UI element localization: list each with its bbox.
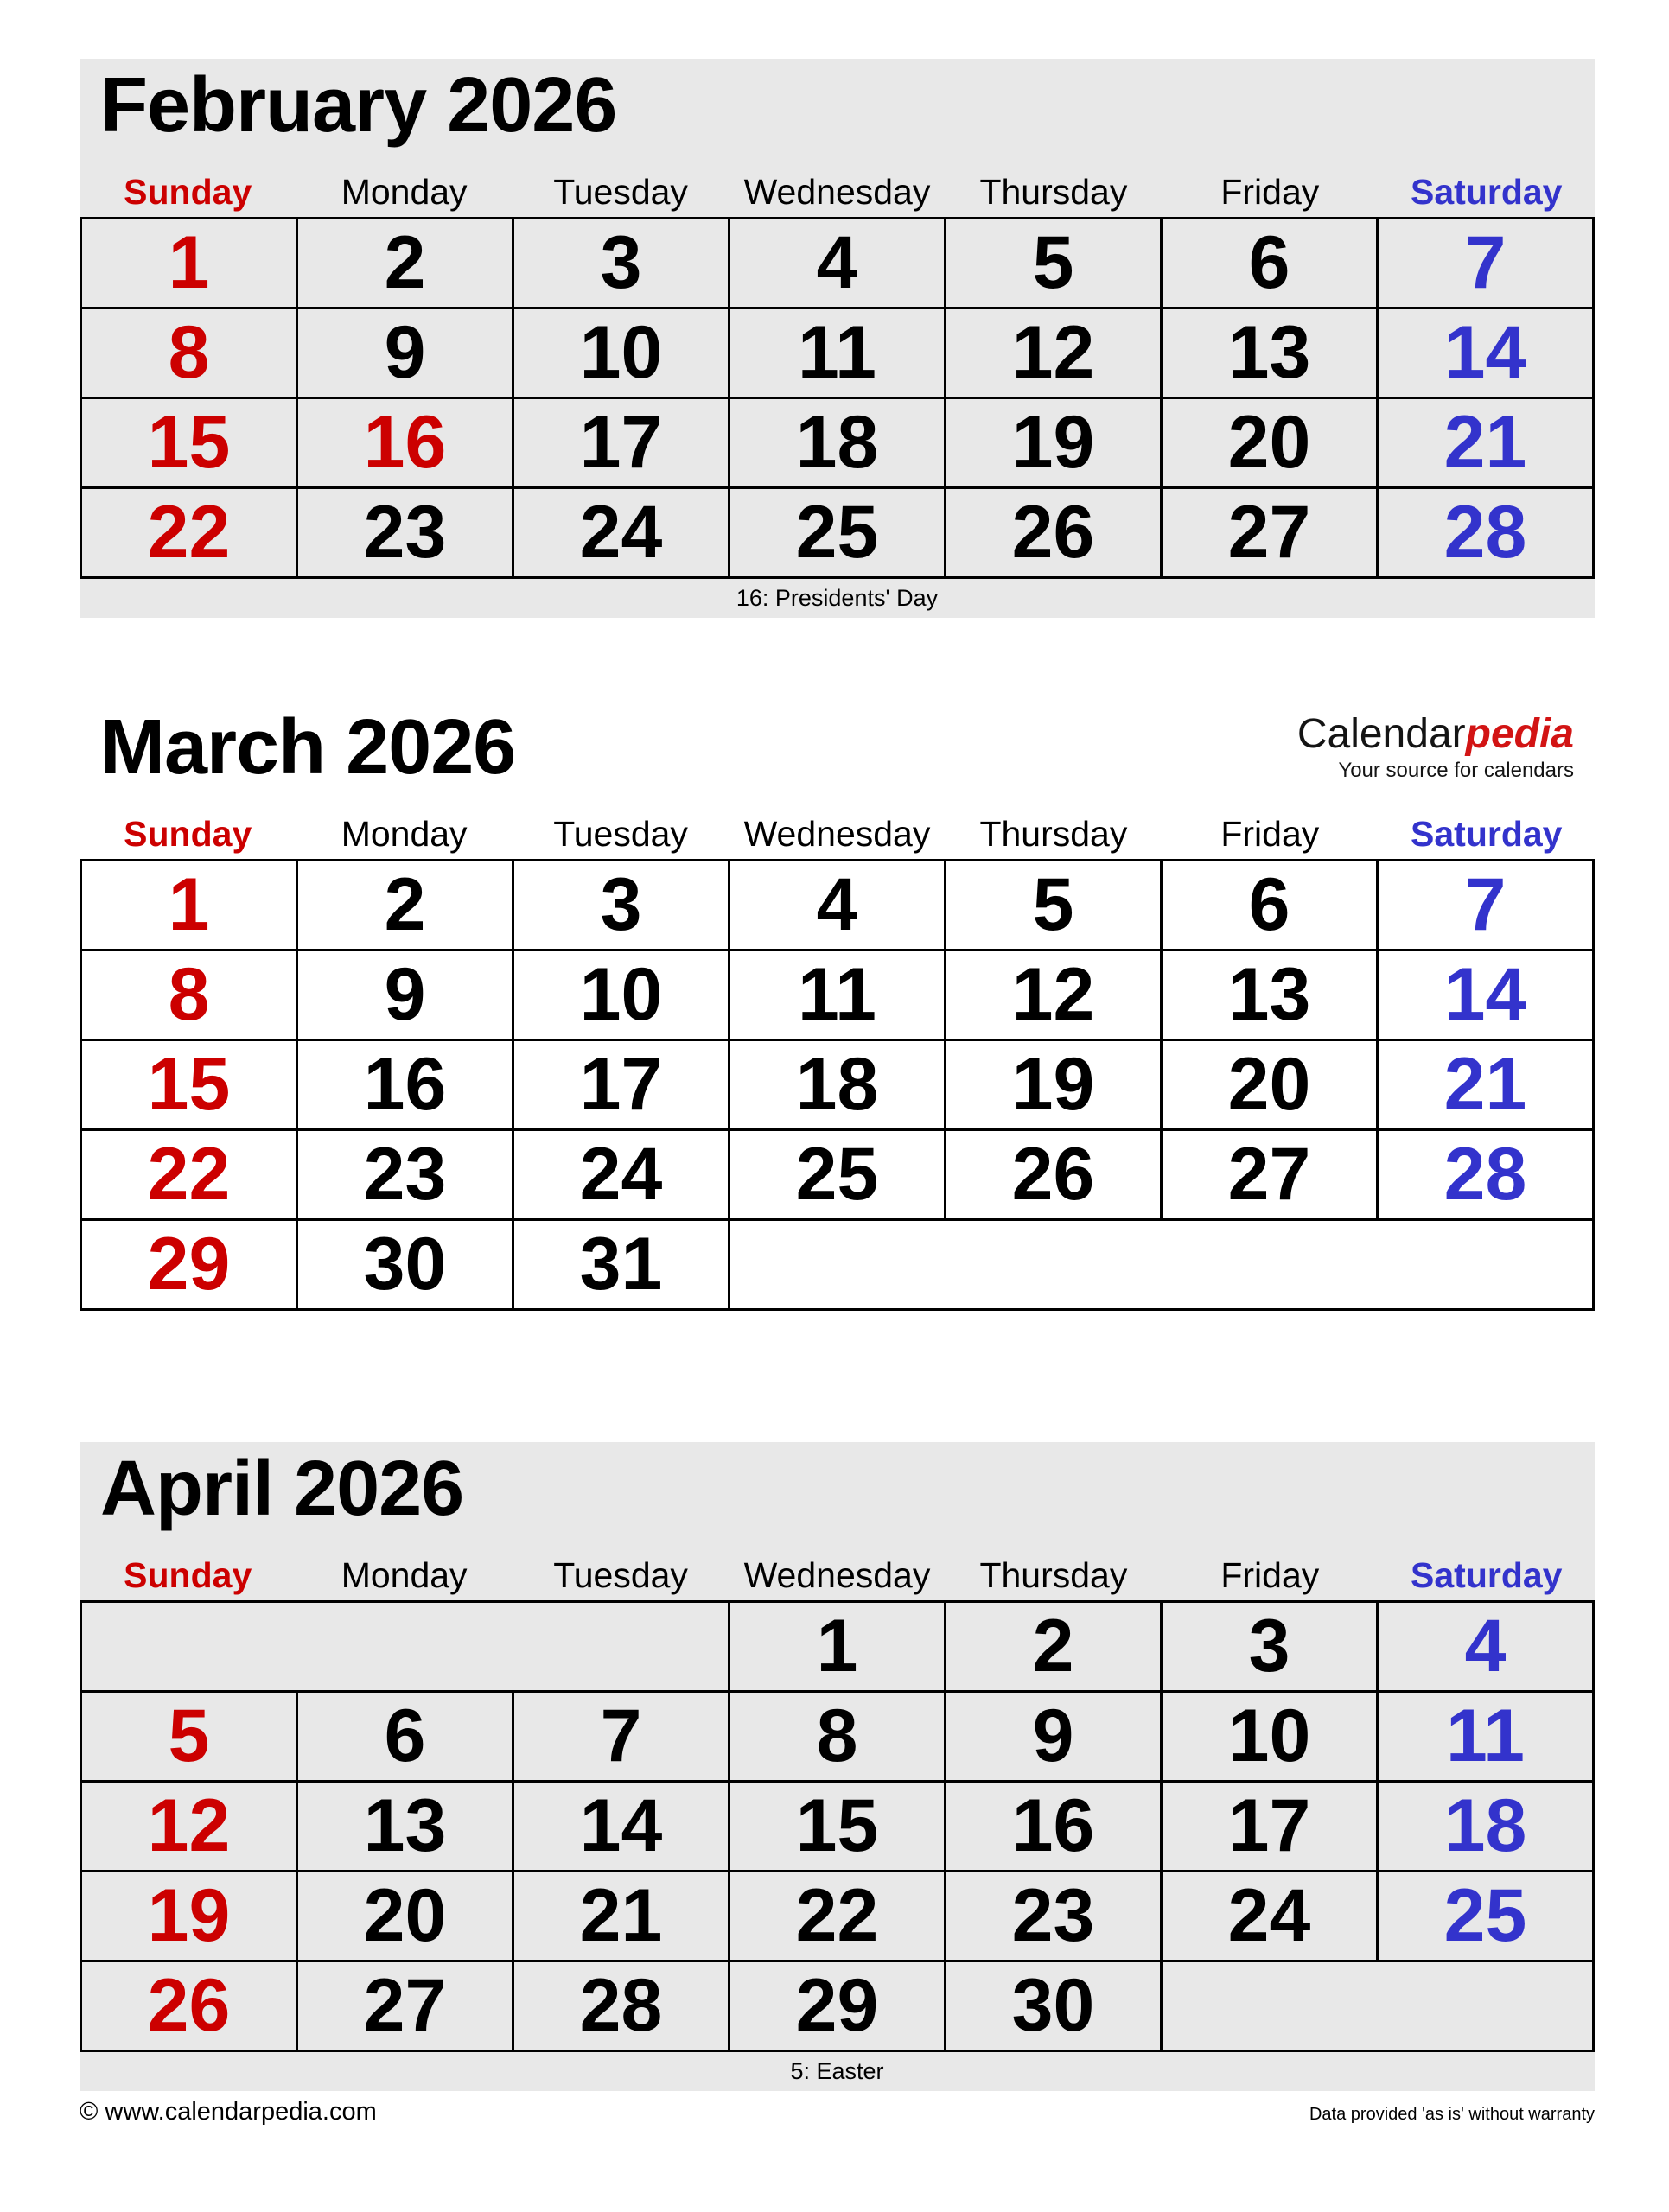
week-row bbox=[81, 1871, 1594, 1961]
month-title: April 2026 bbox=[100, 1445, 464, 1532]
day-cell: 22 bbox=[81, 1129, 297, 1219]
day-cell: 17 bbox=[1162, 1781, 1378, 1871]
day-cell: 20 bbox=[1162, 1039, 1378, 1129]
month-title-row bbox=[80, 59, 1595, 149]
calendarpedia-logo bbox=[1297, 713, 1574, 791]
day-cell: 27 bbox=[1162, 487, 1378, 577]
day-cell: 19 bbox=[81, 1871, 297, 1961]
day-cell: 2 bbox=[297, 860, 513, 950]
day-cell: 19 bbox=[946, 1039, 1162, 1129]
day-cell: 8 bbox=[81, 308, 297, 397]
day-cell: 12 bbox=[946, 308, 1162, 397]
day-cell: 11 bbox=[729, 950, 946, 1039]
copyright-text: © www.calendarpedia.com bbox=[80, 2097, 377, 2126]
week-row bbox=[81, 1601, 1594, 1691]
empty-cell bbox=[1162, 1961, 1594, 2050]
day-cell: 10 bbox=[513, 950, 729, 1039]
weekday-label-tuesday: Tuesday bbox=[553, 813, 688, 854]
day-cell: 6 bbox=[1162, 218, 1378, 308]
day-cell: 17 bbox=[513, 397, 729, 487]
day-cell: 25 bbox=[729, 487, 946, 577]
day-cell: 7 bbox=[513, 1691, 729, 1781]
calendar-grid bbox=[80, 1600, 1595, 2052]
day-cell: 2 bbox=[946, 1601, 1162, 1691]
day-cell: 6 bbox=[297, 1691, 513, 1781]
day-cell: 14 bbox=[513, 1781, 729, 1871]
months-container bbox=[0, 59, 1669, 2091]
logo-tagline: Your source for calendars bbox=[1338, 758, 1574, 782]
month-title: March 2026 bbox=[100, 703, 516, 791]
weekday-label-wednesday: Wednesday bbox=[743, 813, 931, 854]
day-cell: 16 bbox=[946, 1781, 1162, 1871]
weekday-label-thursday: Thursday bbox=[979, 1554, 1128, 1595]
day-cell: 3 bbox=[513, 860, 729, 950]
day-cell: 14 bbox=[1378, 950, 1594, 1039]
day-cell: 20 bbox=[297, 1871, 513, 1961]
day-cell: 2 bbox=[297, 218, 513, 308]
week-row bbox=[81, 1781, 1594, 1871]
day-cell: 29 bbox=[81, 1219, 297, 1309]
day-cell: 5 bbox=[946, 218, 1162, 308]
day-cell: 13 bbox=[297, 1781, 513, 1871]
weekday-label-monday: Monday bbox=[341, 171, 468, 212]
day-cell: 27 bbox=[297, 1961, 513, 2050]
weekday-label-sunday: Sunday bbox=[124, 171, 252, 212]
week-row bbox=[81, 1691, 1594, 1781]
weekday-label-friday: Friday bbox=[1220, 813, 1320, 854]
day-cell: 4 bbox=[729, 218, 946, 308]
day-cell: 31 bbox=[513, 1219, 729, 1309]
day-cell: 15 bbox=[729, 1781, 946, 1871]
month-title-row bbox=[80, 1442, 1595, 1533]
day-cell: 14 bbox=[1378, 308, 1594, 397]
day-cell: 27 bbox=[1162, 1129, 1378, 1219]
day-cell: 26 bbox=[81, 1961, 297, 2050]
day-cell: 21 bbox=[1378, 397, 1594, 487]
weekday-label-saturday: Saturday bbox=[1411, 171, 1563, 212]
day-cell: 29 bbox=[729, 1961, 946, 2050]
month-title-row bbox=[80, 701, 1595, 791]
day-cell: 6 bbox=[1162, 860, 1378, 950]
week-row bbox=[81, 1219, 1594, 1309]
day-cell: 17 bbox=[513, 1039, 729, 1129]
day-cell: 4 bbox=[1378, 1601, 1594, 1691]
day-cell: 25 bbox=[729, 1129, 946, 1219]
month-note: 16: Presidents' Day bbox=[736, 584, 939, 611]
day-cell: 24 bbox=[513, 487, 729, 577]
day-cell: 11 bbox=[1378, 1691, 1594, 1781]
day-cell: 30 bbox=[946, 1961, 1162, 2050]
day-cell: 11 bbox=[729, 308, 946, 397]
weekday-label-thursday: Thursday bbox=[979, 813, 1128, 854]
day-cell: 7 bbox=[1378, 218, 1594, 308]
day-cell: 16 bbox=[297, 397, 513, 487]
weekday-header-row bbox=[80, 814, 1595, 859]
day-cell: 13 bbox=[1162, 950, 1378, 1039]
day-cell: 28 bbox=[1378, 1129, 1594, 1219]
day-cell: 16 bbox=[297, 1039, 513, 1129]
day-cell: 5 bbox=[946, 860, 1162, 950]
calendar-grid bbox=[80, 217, 1595, 579]
weekday-label-saturday: Saturday bbox=[1411, 813, 1563, 854]
week-row bbox=[81, 1039, 1594, 1129]
day-cell: 21 bbox=[1378, 1039, 1594, 1129]
weekday-label-saturday: Saturday bbox=[1411, 1554, 1563, 1595]
day-cell: 9 bbox=[297, 308, 513, 397]
month-march bbox=[80, 701, 1595, 1311]
logo-text-red: pedia bbox=[1465, 711, 1574, 758]
day-cell: 23 bbox=[297, 1129, 513, 1219]
day-cell: 13 bbox=[1162, 308, 1378, 397]
footer bbox=[80, 2098, 1595, 2126]
day-cell: 23 bbox=[297, 487, 513, 577]
weekday-header-row bbox=[80, 1555, 1595, 1600]
day-cell: 15 bbox=[81, 397, 297, 487]
day-cell: 28 bbox=[1378, 487, 1594, 577]
week-row bbox=[81, 950, 1594, 1039]
logo-wordmark bbox=[1297, 713, 1574, 756]
day-cell: 9 bbox=[946, 1691, 1162, 1781]
day-cell: 1 bbox=[729, 1601, 946, 1691]
week-row bbox=[81, 397, 1594, 487]
day-cell: 26 bbox=[946, 1129, 1162, 1219]
week-row bbox=[81, 487, 1594, 577]
empty-cell bbox=[729, 1219, 1594, 1309]
day-cell: 24 bbox=[513, 1129, 729, 1219]
day-cell: 10 bbox=[513, 308, 729, 397]
month-february bbox=[80, 59, 1595, 618]
weekday-label-friday: Friday bbox=[1220, 1554, 1320, 1595]
day-cell: 22 bbox=[729, 1871, 946, 1961]
day-cell: 25 bbox=[1378, 1871, 1594, 1961]
day-cell: 8 bbox=[81, 950, 297, 1039]
month-note: 5: Easter bbox=[790, 2057, 884, 2084]
weekday-label-tuesday: Tuesday bbox=[553, 1554, 688, 1595]
day-cell: 15 bbox=[81, 1039, 297, 1129]
day-cell: 18 bbox=[729, 397, 946, 487]
day-cell: 3 bbox=[513, 218, 729, 308]
day-cell: 1 bbox=[81, 218, 297, 308]
day-cell: 20 bbox=[1162, 397, 1378, 487]
day-cell: 18 bbox=[1378, 1781, 1594, 1871]
day-cell: 18 bbox=[729, 1039, 946, 1129]
weekday-label-friday: Friday bbox=[1220, 171, 1320, 212]
weekday-label-monday: Monday bbox=[341, 813, 468, 854]
day-cell: 21 bbox=[513, 1871, 729, 1961]
day-cell: 28 bbox=[513, 1961, 729, 2050]
week-row bbox=[81, 1129, 1594, 1219]
day-cell: 3 bbox=[1162, 1601, 1378, 1691]
day-cell: 24 bbox=[1162, 1871, 1378, 1961]
day-cell: 12 bbox=[81, 1781, 297, 1871]
day-cell: 12 bbox=[946, 950, 1162, 1039]
calendar-grid bbox=[80, 859, 1595, 1311]
weekday-label-sunday: Sunday bbox=[124, 813, 252, 854]
day-cell: 5 bbox=[81, 1691, 297, 1781]
month-title: February 2026 bbox=[100, 62, 617, 149]
disclaimer-text: Data provided 'as is' without warranty bbox=[1309, 2104, 1595, 2124]
weekday-label-thursday: Thursday bbox=[979, 171, 1128, 212]
weekday-label-wednesday: Wednesday bbox=[743, 171, 931, 212]
empty-cell bbox=[81, 1601, 729, 1691]
month-april bbox=[80, 1442, 1595, 2091]
day-cell: 7 bbox=[1378, 860, 1594, 950]
weekday-label-sunday: Sunday bbox=[124, 1554, 252, 1595]
day-cell: 10 bbox=[1162, 1691, 1378, 1781]
day-cell: 4 bbox=[729, 860, 946, 950]
logo-text-black: Calendar bbox=[1296, 711, 1466, 758]
day-cell: 26 bbox=[946, 487, 1162, 577]
day-cell: 1 bbox=[81, 860, 297, 950]
day-cell: 23 bbox=[946, 1871, 1162, 1961]
weekday-label-wednesday: Wednesday bbox=[743, 1554, 931, 1595]
day-cell: 19 bbox=[946, 397, 1162, 487]
weekday-label-monday: Monday bbox=[341, 1554, 468, 1595]
weekday-label-tuesday: Tuesday bbox=[553, 171, 688, 212]
week-row bbox=[81, 1961, 1594, 2050]
week-row bbox=[81, 218, 1594, 308]
day-cell: 30 bbox=[297, 1219, 513, 1309]
week-row bbox=[81, 860, 1594, 950]
day-cell: 22 bbox=[81, 487, 297, 577]
weekday-header-row bbox=[80, 172, 1595, 217]
day-cell: 9 bbox=[297, 950, 513, 1039]
week-row bbox=[81, 308, 1594, 397]
day-cell: 8 bbox=[729, 1691, 946, 1781]
